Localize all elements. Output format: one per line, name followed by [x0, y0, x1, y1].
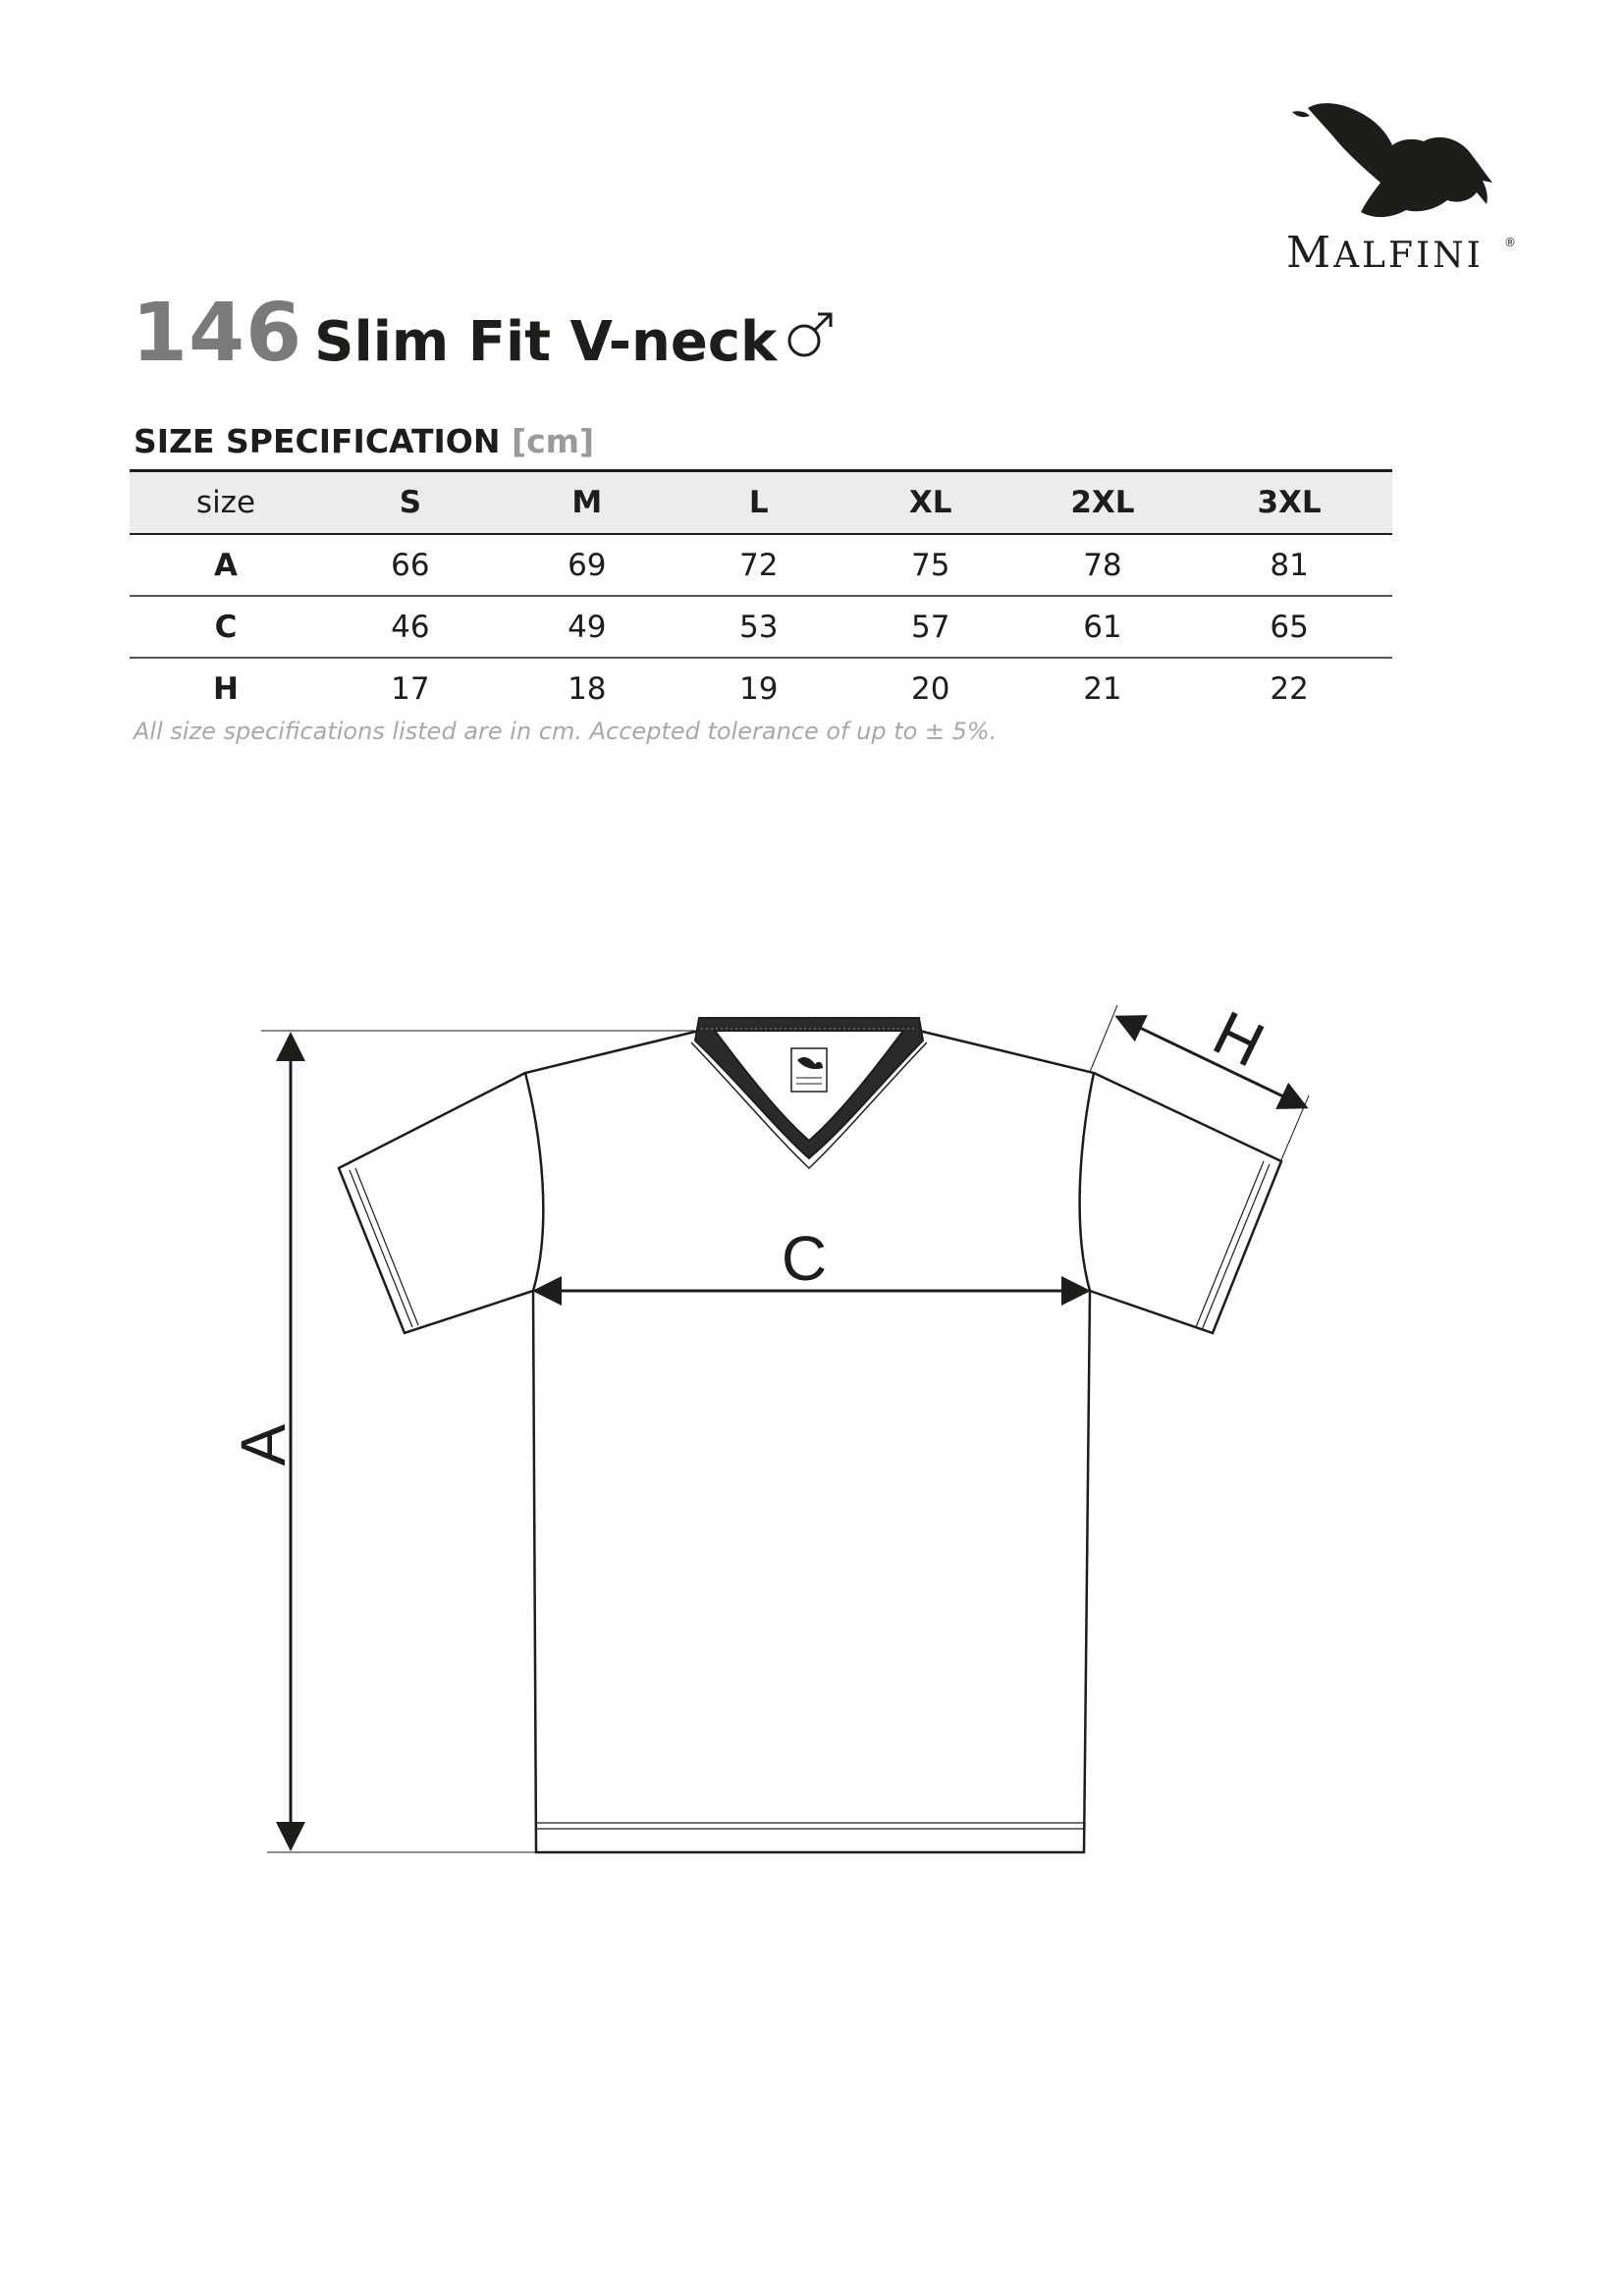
label-c: C	[781, 1223, 828, 1294]
label-h: H	[1203, 996, 1275, 1081]
header-cell: 2XL	[1019, 471, 1186, 535]
table-cell: 81	[1186, 534, 1392, 596]
spec-heading-text: SIZE SPECIFICATION	[134, 422, 501, 460]
header-cell: M	[499, 471, 676, 535]
dimension-h	[1090, 1005, 1309, 1162]
table-cell: 53	[676, 596, 842, 658]
header-cell: L	[676, 471, 842, 535]
vneck-collar	[691, 1018, 927, 1168]
table-cell: 69	[499, 534, 676, 596]
table-cell: 78	[1019, 534, 1186, 596]
table-cell: 19	[739, 670, 779, 707]
label-a: A	[228, 1423, 298, 1467]
table-cell: 65	[1186, 596, 1392, 658]
brand-rest: ALFINI	[1333, 236, 1484, 276]
row-label: H	[213, 670, 239, 707]
header-cell: 3XL	[1186, 471, 1392, 535]
registered-mark: ®	[1504, 236, 1516, 249]
table-cell: 75	[842, 534, 1019, 596]
row-label: A	[130, 534, 322, 596]
table-cell: 20	[911, 670, 950, 707]
table-cell: 72	[676, 534, 842, 596]
table-cell: 21	[1083, 670, 1122, 707]
dimension-a	[261, 1031, 699, 1852]
table-cell: 46	[322, 596, 499, 658]
table-cell: 57	[842, 596, 1019, 658]
header-cell: XL	[842, 471, 1019, 535]
row-label: C	[130, 596, 322, 658]
header-cell: S	[322, 471, 499, 535]
table-cell: 66	[322, 534, 499, 596]
table-cell: 49	[499, 596, 676, 658]
brand-initial: M	[1286, 228, 1334, 278]
product-name: Slim Fit V-neck	[314, 310, 778, 374]
tolerance-note: All size specifications listed are in cm. Accepted tolerance of up to ± 5%.	[134, 718, 998, 745]
neck-label	[791, 1048, 827, 1092]
product-number: 146	[132, 287, 303, 380]
table-cell: 17	[391, 670, 430, 707]
table-cell: 61	[1019, 596, 1186, 658]
header-cell: size	[130, 471, 322, 535]
table-cell: 22	[1270, 670, 1309, 707]
spec-unit: [cm]	[511, 422, 595, 460]
table-cell: 18	[568, 670, 607, 707]
